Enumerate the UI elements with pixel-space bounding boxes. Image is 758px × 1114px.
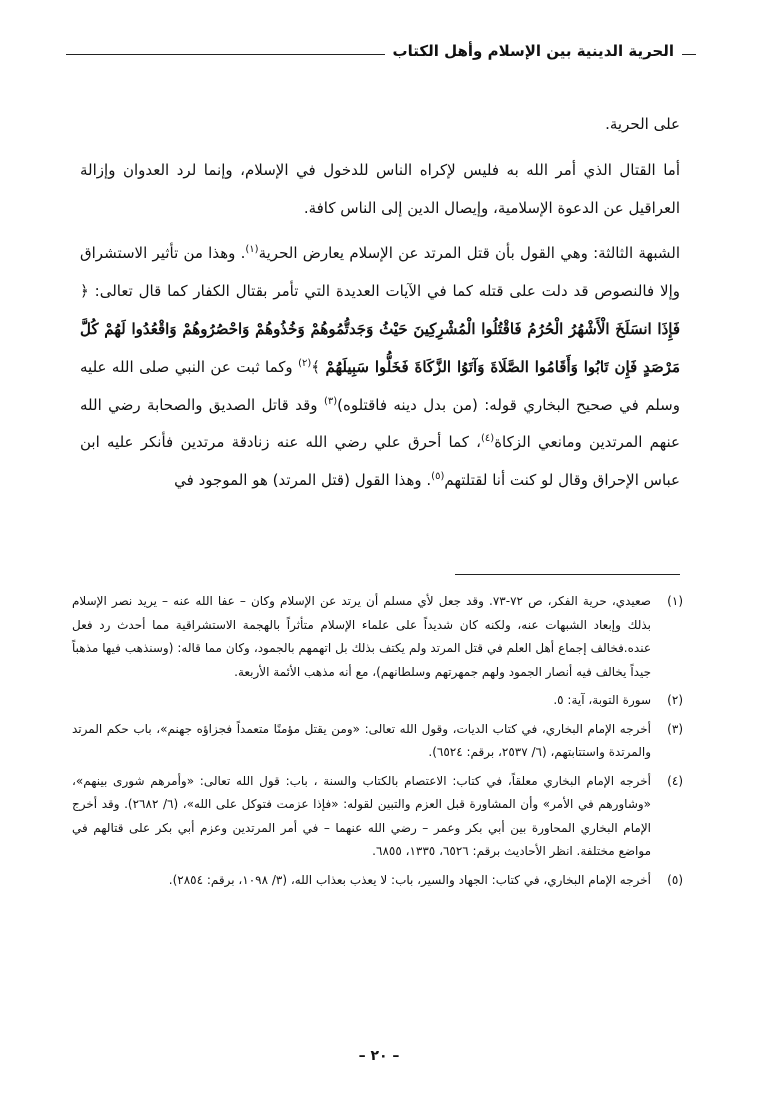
footnote-ref-3: (٣): [323, 395, 338, 407]
footnote-ref-5: (٥): [431, 471, 445, 483]
footnote-ref-1: (١): [245, 244, 259, 256]
footnote-2: [72, 689, 683, 713]
footnote-separator: [455, 574, 680, 575]
footnote-3: [72, 718, 683, 765]
text-segment: وكما ثبت عن النبي صلى الله عليه وسلم في صحيح البخاري قوله: (من بدل دينه فاقتلوه): [80, 357, 680, 414]
footnote-number: (٥): [667, 872, 683, 887]
quran-verse: فَإِذَا انسَلَخَ الْأَشْهُرُ الْحُرُمُ فَاقْتُلُوا الْمُشْرِكِينَ حَيْثُ وَجَدتُّمُوهُمْ وَخُذُوهُمْ وَاحْصُرُوهُمْ وَاقْعُدُوا لَهُمْ كُلَّ مَرْصَدٍ فَإِن تَابُوا وَأَقَامُوا الصَّلَاةَ وَآتَوُا الزَّكَاةَ فَخَلُّوا سَبِيلَهُمْ: [80, 319, 680, 376]
footnote-4: [72, 770, 683, 864]
footnote-ref-2: (٢): [298, 357, 312, 369]
footnotes: [72, 590, 683, 897]
text-segment: الشبهة الثالثة: وهي القول بأن قتل المرتد عن الإسلام يعارض الحرية: [258, 244, 680, 263]
quran-brace-close: ﴾: [311, 357, 321, 376]
footnote-text: أخرجه الإمام البخاري، في كتاب: الجهاد والسير، باب: لا يعذب بعذاب الله، (٣/ ١٠٩٨، برقم: ٢٨٥٤).: [168, 872, 651, 887]
paragraph-fighting: أما القتال الذي أمر الله به فليس لإكراه الناس للدخول في الإسلام، وإنما لرد العدوان وإزالة العراقيل عن الدعوة الإسلامية، وإيصال الدين إلى الناس كافة.: [80, 160, 680, 217]
footnote-text: سورة التوبة، آية: ٥.: [553, 693, 651, 707]
paragraph-intro: على الحرية.: [605, 115, 680, 133]
quran-brace-open: ﴿: [80, 282, 89, 301]
main-text: [80, 106, 680, 500]
paragraph-third-doubt: [80, 235, 680, 500]
footnote-1: [72, 590, 683, 684]
footnote-number: (٣): [667, 721, 683, 736]
footnote-5: [72, 869, 683, 893]
footnote-number: (١): [667, 594, 683, 608]
text-segment: وقد قاتل الصديق والصحابة رضي الله عنهم المرتدين ومانعي الزكاة: [80, 395, 680, 452]
book-title: الحرية الدينية بين الإسلام وأهل الكتاب: [385, 42, 682, 60]
page-number: – ٢٠ –: [358, 1048, 400, 1064]
footnote-text: أخرجه الإمام البخاري معلقاً، في كتاب: الاعتصام بالكتاب والسنة ، باب: قول الله تعالى: «وأمرهم شورى بينهم»، «وشاورهم في الأمر» وأن المشاورة قبل العزم والتبين لقوله: «فإذا عزمت فتوكل على الله»، (٦/ ٢٦٨٢). وقد أخرج الإمام البخاري المحاورة بين أبي بكر وعمر – رضي الله عنهما – في أمر المرتدين وعزم أبي بكر على قتالهم في مواضع مختلفة. انظر الأحاديث برقم: ٦٥٢٦، ١٣٣٥، ٦٨٥٥.: [72, 773, 652, 858]
text-segment: . وهذا القول (قتل المرتد) هو الموجود في: [174, 471, 432, 490]
footnote-text: صعيدي، حرية الفكر، ص ٧٢-٧٣. وقد جعل لأي مسلم أن يرتد عن الإسلام وكان – عفا الله عنه – يريد نصر الإسلام بذلك وإبعاد الشبهات عنه، ولكنه كان شديداً على علماء الإسلام متأثراً بالهجمة الاستشراقية مما أحدث رد فعل عنده.فخالف إجماع أهل العلم في قتل المرتد ولم يكتف بذلك بل اتهمهم بالجمود، وكان مما قاله: (وسنذهب فيها مذهباً جيداً يخالف فيه أنصار الجمود ولهم جمهرتهم وسلطانهم)، مع أنه مذهب الأئمة الأربعة.: [72, 594, 651, 679]
running-header: [0, 0, 758, 84]
text-segment: . وهذا من تأثير الاستشراق وإلا فالنصوص قد دلت على قتله كما في الآيات العديدة التي تأمر بقتال الكفار كما قال تعالى:: [80, 244, 680, 301]
footnote-number: (٢): [667, 693, 683, 707]
footnote-ref-4: (٤): [481, 433, 495, 445]
footnote-number: (٤): [667, 773, 683, 788]
text-segment: ، كما أحرق علي رضي الله عنه زنادقة مرتدين فأنكر عليه ابن عباس الإحراق وقال لو كنت أنا لقتلتهم: [80, 433, 680, 490]
footnote-text: أخرجه الإمام البخاري، في كتاب الديات، وقول الله تعالى: «ومن يقتل مؤمنًا متعمداً فجزاؤه جهنم»، باب حكم المرتد والمرتدة واستتابتهم، (٦/ ٢٥٣٧، برقم: ٦٥٢٤).: [72, 721, 651, 759]
